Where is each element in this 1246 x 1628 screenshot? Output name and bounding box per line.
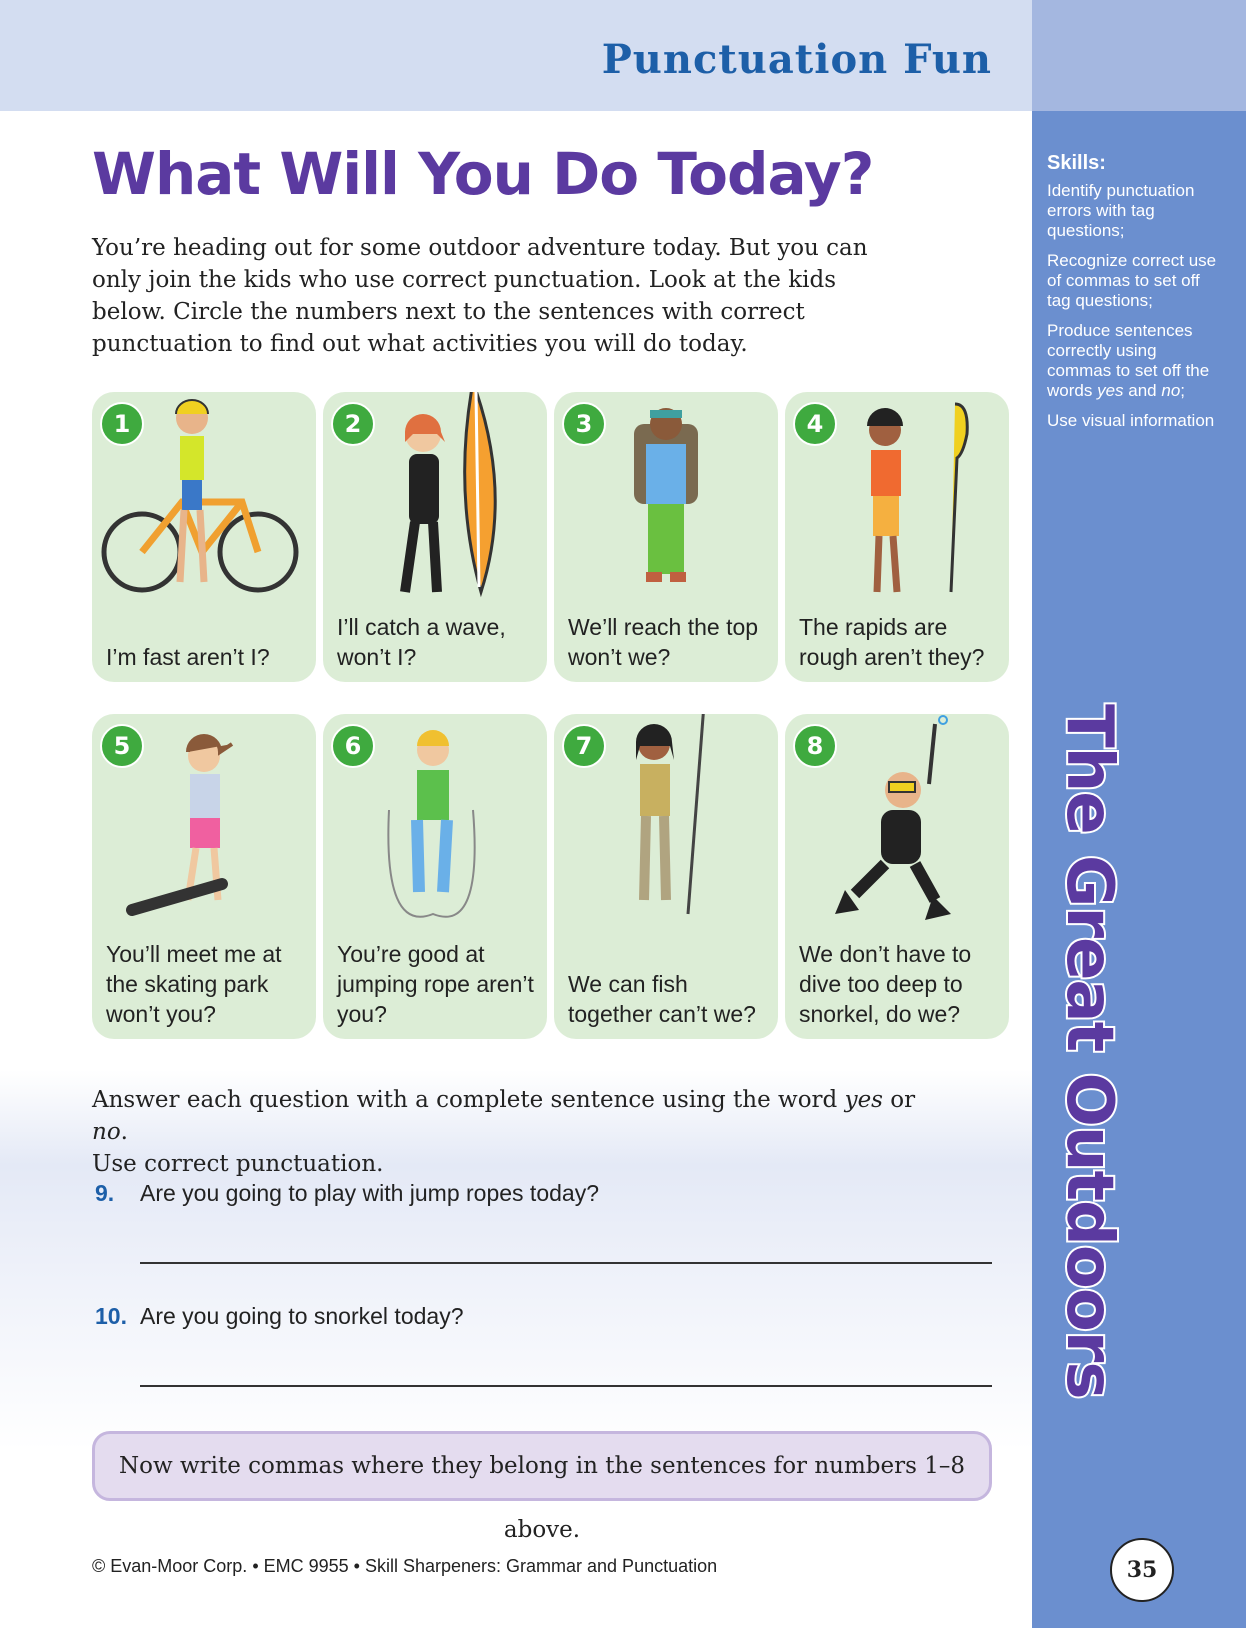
card-sentence: We can fish together can’t we? (568, 971, 756, 1027)
footer-copyright: © Evan-Moor Corp. • EMC 9955 • Skill Sharpeners: Grammar and Punctuation (92, 1556, 718, 1576)
page-number: 35 (1110, 1538, 1174, 1602)
instruction-line2: Use correct punctuation. (92, 1151, 384, 1177)
card-sentence: We’ll reach the top won’t we? (568, 614, 759, 670)
question-number: 10. (95, 1303, 127, 1329)
number-badge: 3 (562, 402, 606, 446)
number-badge: 6 (331, 724, 375, 768)
activity-card-4[interactable] (785, 392, 1009, 682)
activity-card-6[interactable] (323, 714, 547, 1039)
number-badge: 7 (562, 724, 606, 768)
number-badge: 8 (793, 724, 837, 768)
card-sentence: We don’t have to dive too deep to snorkel, do we? (799, 941, 972, 1027)
final-instruction: Now write commas where they belong in the sentences for numbers 1–8 above. (92, 1431, 992, 1501)
answer-instructions (92, 1084, 952, 1180)
card-sentence: I’m fast aren’t I? (106, 644, 270, 670)
card-sentence: The rapids are rough aren’t they? (799, 614, 985, 670)
activity-card-7[interactable] (554, 714, 778, 1039)
skill-item: Identify punctuation errors with tag questions; (1047, 181, 1195, 240)
skill-end: ; (1180, 381, 1186, 400)
sidebar-top (1032, 0, 1246, 111)
number-badge: 5 (100, 724, 144, 768)
answer-line-10[interactable] (140, 1385, 992, 1387)
unit-title: The Great Outdoors (1052, 704, 1126, 1399)
card-sentence: You’ll meet me at the skating park won’t you? (106, 941, 282, 1027)
skill-item: Use visual information (1047, 411, 1215, 430)
activity-card-1[interactable] (92, 392, 316, 682)
question-text: Are you going to play with jump ropes today? (140, 1180, 599, 1206)
skill-text: Produce sentences correctly using commas to set off the words (1047, 321, 1210, 400)
section-title: Punctuation Fun (601, 36, 992, 83)
skill-and: and (1123, 381, 1162, 400)
number-badge: 2 (331, 402, 375, 446)
answer-line-9[interactable] (140, 1262, 992, 1264)
word-no: no (92, 1119, 121, 1145)
number-badge: 4 (793, 402, 837, 446)
skills-list (1047, 152, 1217, 441)
activity-card-8[interactable] (785, 714, 1009, 1039)
question-number: 9. (95, 1180, 115, 1206)
question-text: Are you going to snorkel today? (140, 1303, 464, 1329)
card-sentence: You’re good at jumping rope aren’t you? (337, 941, 534, 1027)
activity-card-2[interactable] (323, 392, 547, 682)
question-10 (95, 1303, 463, 1330)
skill-no: no (1161, 381, 1181, 400)
instruction-end: . (120, 1119, 128, 1145)
card-sentence: I’ll catch a wave, won’t I? (337, 614, 506, 670)
number-badge: 1 (100, 402, 144, 446)
question-9 (95, 1180, 599, 1207)
skills-heading: Skills: (1047, 152, 1106, 174)
instruction-text: Answer each question with a complete sentence using the word (92, 1087, 845, 1113)
activity-card-5[interactable] (92, 714, 316, 1039)
skill-item: Recognize correct use of commas to set off tag questions; (1047, 251, 1217, 310)
skill-yes: yes (1097, 381, 1124, 400)
intro-paragraph: You’re heading out for some outdoor adventure today. But you can only join the kids who use correct punctuation. Look at the kids below. Circle the numbers next to the sentences with correct punctuation to find out what activities you will do today. (92, 235, 868, 357)
activity-card-3[interactable] (554, 392, 778, 682)
word-yes: yes (844, 1087, 883, 1113)
word-or: or (883, 1087, 916, 1113)
page-title: What Will You Do Today? (92, 140, 874, 208)
skill-item (1047, 321, 1217, 401)
